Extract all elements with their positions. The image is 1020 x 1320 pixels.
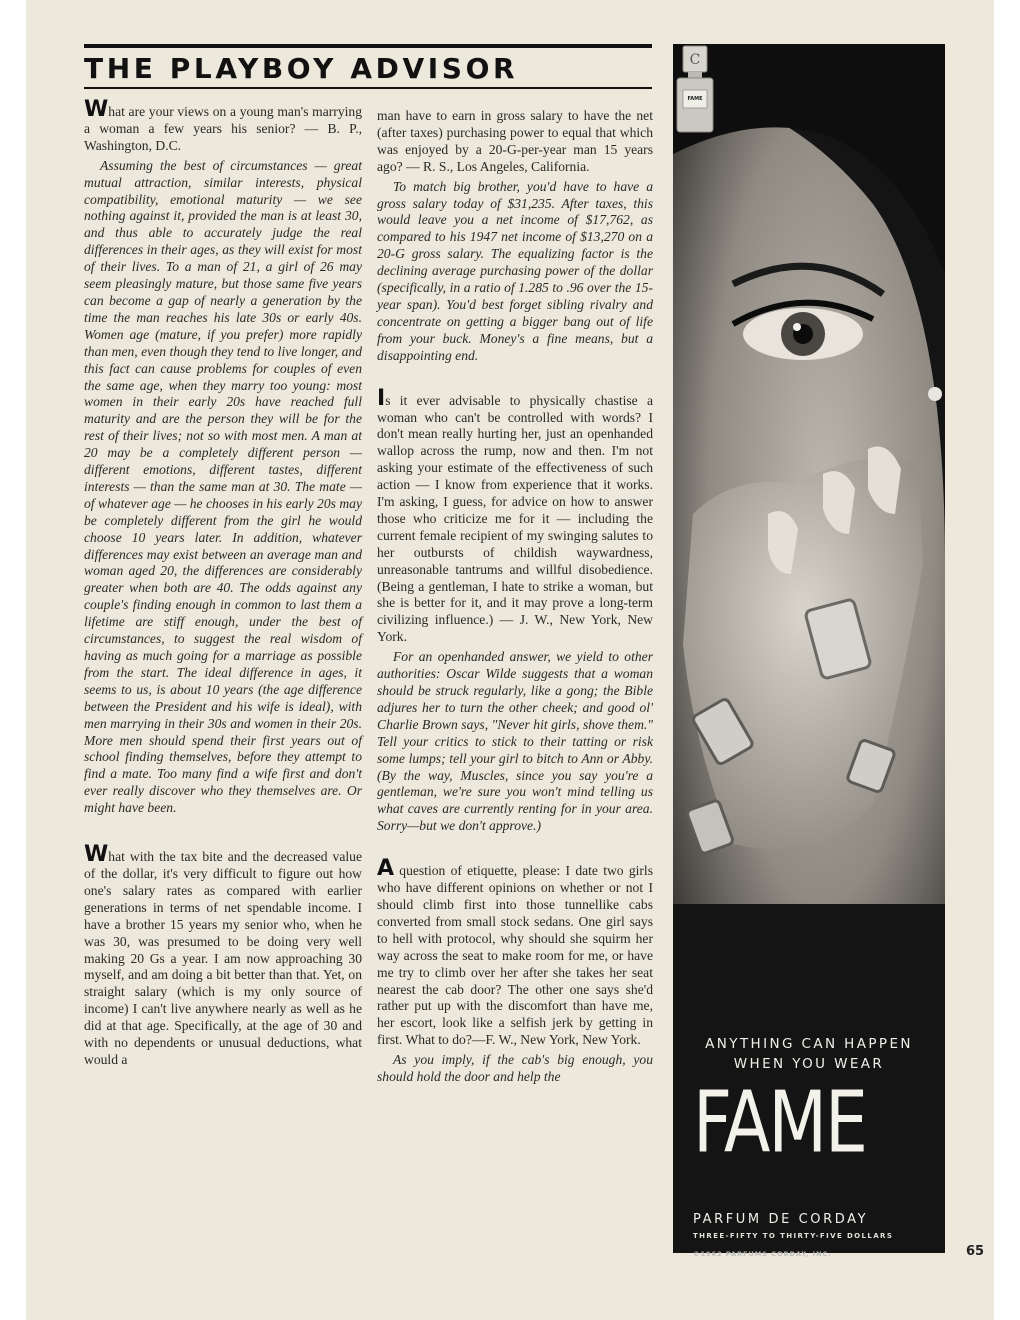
drop-cap: I bbox=[377, 385, 386, 411]
title-rule-bottom bbox=[84, 87, 652, 89]
advisor-answer-3: For an openhanded answer, we yield to other authorities: Oscar Wilde suggests that a woman should be struck regularly, like a gong; the Bible adjures her to turn the other cheek; and good ol' Charlie Brown says, "Never hit girls, shove them." Tell your critics to stick to their tatting or risk some lumps; tell your girl to bitch to Ann or Abby. (By the way, Muscles, since you say you're a gentleman, we're sure you won't mind telling us what caves are currently renting for in your area. Sorry—but we don't approve.) bbox=[377, 649, 653, 834]
perfume-bottle-icon bbox=[673, 44, 717, 134]
price-range: THREE-FIFTY TO THIRTY-FIVE DOLLARS bbox=[693, 1232, 894, 1240]
ad-tagline bbox=[673, 1034, 945, 1074]
reader-question-4 bbox=[377, 856, 653, 1049]
reader-question-3 bbox=[377, 385, 653, 647]
copyright-notice: ©1962 PARFUMS CORDAY, INC. bbox=[693, 1250, 832, 1258]
drop-cap: A bbox=[377, 856, 395, 882]
page-number: 65 bbox=[966, 1244, 985, 1259]
article-column-left bbox=[84, 97, 362, 1072]
perfume-advertisement bbox=[673, 44, 945, 1258]
title-rule-top bbox=[84, 44, 652, 48]
question-text: hat with the tax bite and the decreased value of the dollar, it's very difficult to figure out how one's salary rates as compared with earlier generations in terms of net spendable income. I have a brother 15 years my senior who, when he was 30, was presumed to be doing very well making 20 Gs a year. I am now approaching 30 myself, and am doing a bit better than that. Yet, on straight salary (which is my only source of income) I can't live anywhere nearly as well as he did at that age. Specifically, at the age of 30 and with no dependents or unusual deductions, what would a bbox=[84, 849, 362, 1067]
reader-question-1 bbox=[84, 97, 362, 155]
pearl-earring bbox=[928, 387, 942, 401]
reader-question-2-continued: man have to earn in gross salary to have the net (after taxes) purchasing power to equal that which was enjoyed by a 20-G-per-year man 15 years ago? — R. S., Los Angeles, California. bbox=[377, 108, 653, 174]
question-text: s it ever advisable to physically chastise a woman who can't be controlled with words? I don't mean really hurting her, just an openhanded wallop across the rump, now and then. I'm not asking your estimate of the effectiveness of such action — I know from experience that it works. I'm asking, I guess, for advice on how to answer those who criticize me for it — including the current female recipient of my swinging salutes to her outbursts of childish waywardness, unreasonable tantrums and willful disobedience. (Being a gentleman, I hate to strike a woman, but she is better for it, and it may prove a long-term civilizing influence.) — J. W., New York, New York. bbox=[377, 392, 653, 645]
svg-text:C: C bbox=[689, 52, 701, 68]
eye-highlight bbox=[793, 323, 801, 331]
question-text: hat are your views on a young man's marrying a woman a few years his senior? — B. P., Washington, D.C. bbox=[84, 104, 362, 153]
drop-cap: W bbox=[84, 97, 109, 122]
brand-logo: FAME bbox=[693, 1073, 867, 1173]
maker-name: PARFUM DE CORDAY bbox=[693, 1212, 869, 1227]
ad-tagline-line1: ANYTHING CAN HAPPEN bbox=[705, 1036, 913, 1052]
bottle-label: FAME bbox=[687, 96, 703, 102]
advisor-answer-1: Assuming the best of circumstances — great mutual attraction, similar interests, physical compatibility, emotional maturity — we see nothing against it, provided the man is at least 30, and thus able to accurately judge the real differences in their ages, as they will exist for most of their lives. To a man of 21, a girl of 26 may seem pleasingly mature, but those same five years can become a gap of nearly a generation by the time the man reaches his late 30s or early 40s. Women age (mature, if you prefer) more rapidly than men, even though they tend to live longer, and this fact can cause problems for couples of even the same age, when they marry too young: most women in their early 20s have reached full maturity and are the person they will be for the rest of their lives; not so with most men. A man at 20 may be a completely different person — different emotions, different tastes, different interests — than the same man at 30. The mate — of whatever age — he chooses in his early 20s may be completely different from the girl he would choose 10 years later. In addition, whatever differences may exist between an average man and woman aged 20, the differences are considerably greater when both are 40. The odds against any couple's finding enough in common to last them a lifetime are stiff enough, under the best of circumstances, to suggest the real wisdom of having as much going for a marriage as possible from the start. The ideal difference in ages, it seems to us, is about 10 years (the age difference between the President and his wife is ideal), with men marrying in their 30s and women in their 20s. More men should spend their first years out of school finding themselves, before they attempt to find a mate. Too many find a wife first and don't ever really discover who they themselves are. Or might have been. bbox=[84, 157, 362, 816]
page-title: THE PLAYBOY ADVISOR bbox=[84, 52, 519, 85]
ad-tagline-line2: WHEN YOU WEAR bbox=[733, 1056, 885, 1072]
reader-question-2 bbox=[84, 842, 362, 1069]
advisor-answer-4: As you imply, if the cab's big enough, you should hold the door and help the bbox=[377, 1052, 653, 1085]
article-column-right bbox=[377, 108, 653, 1086]
drop-cap: W bbox=[84, 842, 109, 868]
question-text: question of etiquette, please: I date two girls who have different opinions on whether or not I should climb first into those tunnellike cabs converted from small stock sedans. One girl says to hell with protocol, why should she squirm her way across the seat to make room for me, or have me try to climb over her after she takes her seat nearest the cab door? The other one says she'd rather put up with the discomfort than have me, her escort, look like a selfish jerk by getting in first. What to do?—F. W., New York, New York. bbox=[377, 863, 653, 1048]
advisor-answer-2: To match big brother, you'd have to have a gross salary today of $31,235. After taxes, this would leave you a net income of $17,762, as compared to his 1947 net income of $13,270 on a 20-G gross salary. The equalizing factor is the declining average purchasing power of the dollar (specifically, in a ratio of 1.285 to .96 over the 15-year span). You'd best forget sibling rivalry and concentrate on getting a bigger bang out of life from your buck. Money's a fine means, but a disappointing end. bbox=[377, 178, 653, 363]
